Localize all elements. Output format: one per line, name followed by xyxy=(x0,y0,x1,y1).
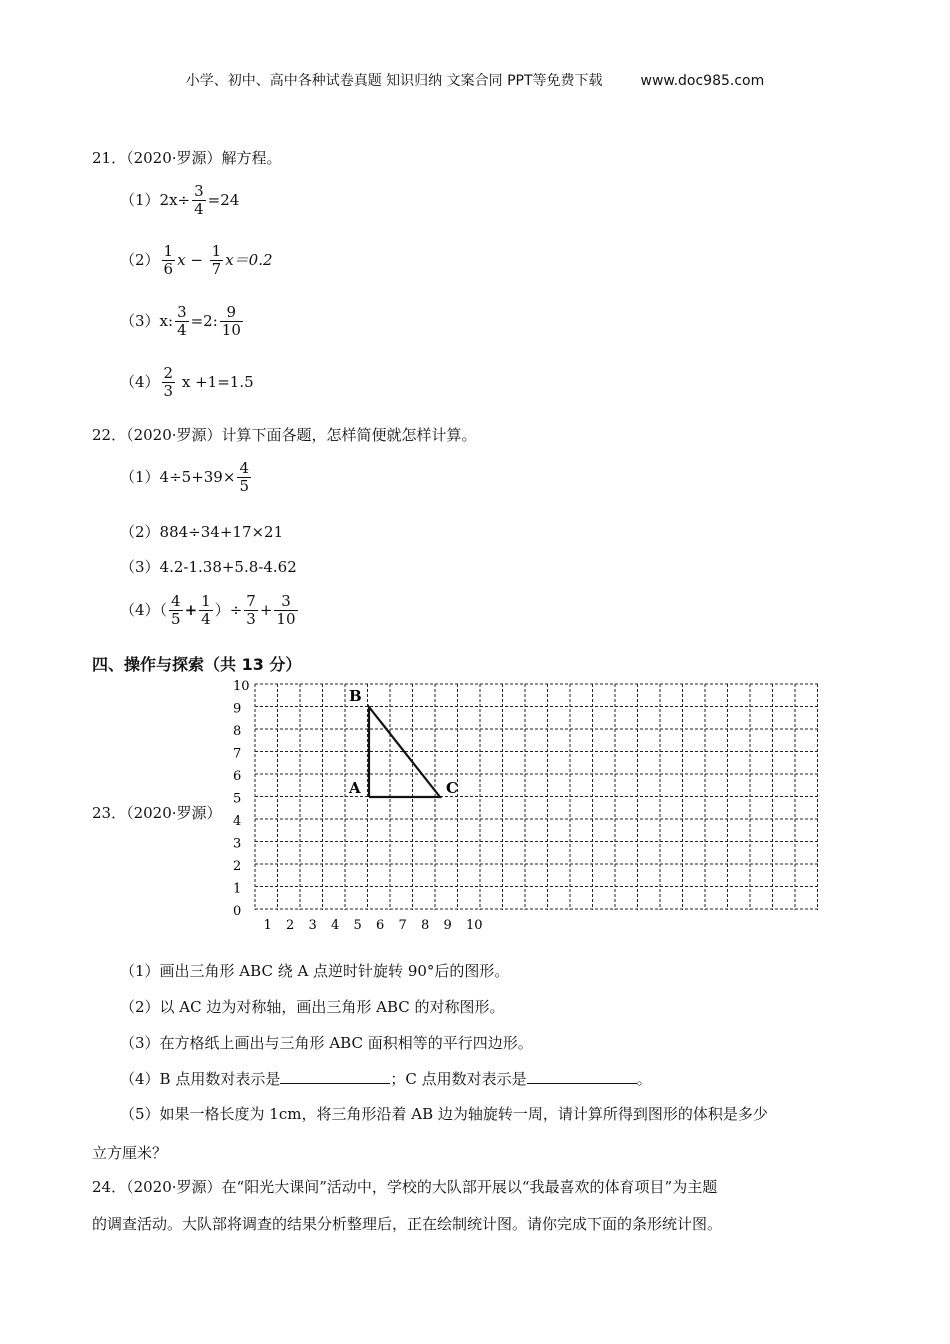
y-axis-labels xyxy=(233,679,250,919)
q21-title: 21．（2020·罗源）解方程。 xyxy=(92,149,282,167)
y-tick-label: 3 xyxy=(233,836,242,852)
x-tick-label: 2 xyxy=(286,918,295,933)
q23-part1: （1）画出三角形 ABC 绕 A 点逆时针旋转 90°后的图形。 xyxy=(120,962,510,980)
x-tick-label: 8 xyxy=(421,918,430,933)
y-tick-label: 8 xyxy=(233,724,242,739)
q23-part4: （4）B 点用数对表示是 ；C 点用数对表示是 。 xyxy=(120,1070,652,1088)
answer-blank-c[interactable] xyxy=(527,1069,637,1084)
fraction: $\frac{2}{3}$ xyxy=(163,364,174,401)
y-tick-label: 6 xyxy=(233,769,242,784)
y-tick-label: 7 xyxy=(233,746,242,762)
x-axis-labels xyxy=(264,918,483,933)
q24-line2: 的调查活动。大队部将调查的结果分析整理后，正在绘制统计图。请你完成下面的条形统计图。 xyxy=(92,1215,723,1233)
fraction: $\frac{1}{6}$ xyxy=(163,242,174,279)
x-tick-label: 9 xyxy=(443,918,452,933)
fraction: $\frac{1}{4}$ xyxy=(201,592,211,629)
q23-part3: （3）在方格纸上画出与三角形 ABC 面积相等的平行四边形。 xyxy=(120,1034,533,1052)
section-title: 四、操作与探索（共 13 分） xyxy=(92,655,302,674)
q23-title: 23．（2020·罗源） xyxy=(92,804,222,822)
answer-blank-b[interactable] xyxy=(280,1069,390,1084)
triangle-abc xyxy=(369,707,440,797)
fraction: $\frac{3}{10}$ xyxy=(276,592,296,629)
y-tick-label: 4 xyxy=(233,814,242,829)
y-tick-label: 1 xyxy=(233,881,242,897)
q23-part5: （5）如果一格长度为 1cm，将三角形沿着 AB 边为轴旋转一周，请计算所得到图形的体积是多少 xyxy=(120,1105,768,1123)
x-tick-label: 7 xyxy=(398,918,407,933)
page-header xyxy=(0,70,950,90)
q21-part1: （1）2x÷ $\frac{3}{4}$ =24 xyxy=(120,182,240,219)
y-tick-label: 10 xyxy=(233,679,250,694)
grid-lines xyxy=(255,684,818,910)
y-tick-label: 2 xyxy=(233,859,242,874)
fraction: $\frac{7}{3}$ xyxy=(246,592,256,629)
q22-part2: （2）884÷34+17×21 xyxy=(120,523,284,541)
y-tick-label: 0 xyxy=(233,904,242,919)
point-label-c: C xyxy=(446,779,458,797)
x-tick-label: 4 xyxy=(331,918,340,933)
q21-part3: （3）x: $\frac{3}{4}$ =2: $\frac{9}{10}$ xyxy=(120,303,241,340)
x-tick-label: 10 xyxy=(466,918,483,933)
q21-part2: （2） $\frac{1}{6}$ x − $\frac{1}{7}$ x＝0.2 xyxy=(120,242,273,279)
fraction: $\frac{4}{5}$ xyxy=(239,459,249,496)
q24-line1: 24．（2020·罗源）在“阳光大课间”活动中，学校的大队部开展以“我最喜欢的体育项目”为主题 xyxy=(92,1178,718,1196)
q21-part4: （4） $\frac{2}{3}$ x +1=1.5 xyxy=(120,364,254,401)
point-label-b: B xyxy=(349,687,362,705)
q22-part4: （4）（ $\frac{4}{5}$ + $\frac{1}{4}$ ）÷ $\frac{7}{3}$ + $\frac{3}{10}$ xyxy=(120,592,296,629)
q23-part5-cont: 立方厘米？ xyxy=(92,1144,168,1162)
y-tick-label: 9 xyxy=(233,701,242,717)
header-text: 小学、初中、高中各种试卷真题 知识归纳 文案合同 PPT等免费下载 xyxy=(185,73,603,89)
q22-part3: （3）4.2-1.38+5.8-4.62 xyxy=(120,558,297,576)
x-tick-label: 3 xyxy=(308,918,317,933)
x-tick-label: 6 xyxy=(376,918,385,933)
fraction: $\frac{9}{10}$ xyxy=(221,303,241,340)
x-tick-label: 1 xyxy=(263,918,272,933)
fraction: $\frac{3}{4}$ xyxy=(194,182,204,219)
coordinate-grid xyxy=(225,676,825,934)
q23-part2: （2）以 AC 边为对称轴，画出三角形 ABC 的对称图形。 xyxy=(120,998,505,1016)
header-url: www.doc985.com xyxy=(640,73,765,89)
fraction: $\frac{4}{5}$ xyxy=(171,592,181,629)
q22-title: 22．（2020·罗源）计算下面各题，怎样简便就怎样计算。 xyxy=(92,426,477,444)
y-tick-label: 5 xyxy=(233,791,242,807)
q22-part1: （1）4÷5+39× $\frac{4}{5}$ xyxy=(120,459,249,496)
fraction: $\frac{3}{4}$ xyxy=(177,303,187,340)
x-tick-label: 5 xyxy=(353,918,362,933)
fraction: $\frac{1}{7}$ xyxy=(211,242,222,279)
point-label-a: A xyxy=(349,779,361,797)
